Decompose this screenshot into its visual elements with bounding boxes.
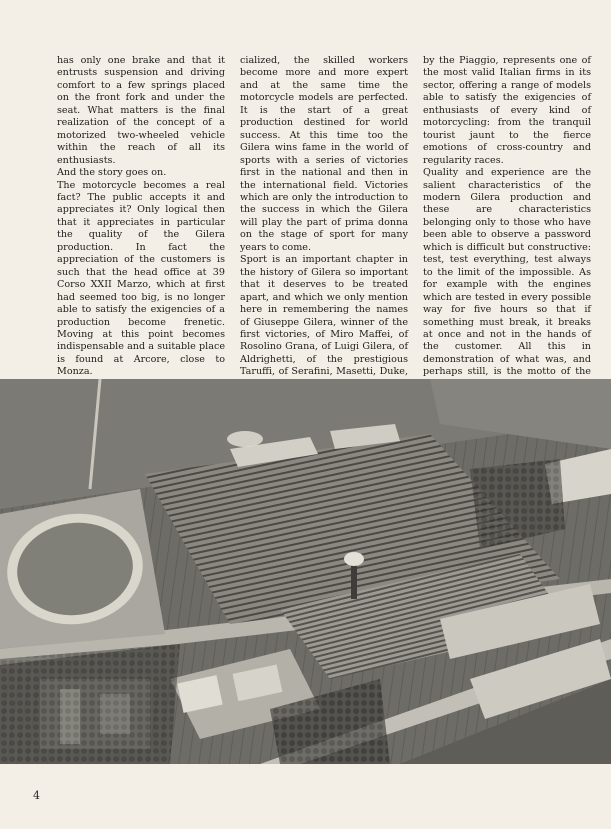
factory-aerial-illustration xyxy=(0,379,611,764)
text-column-1 xyxy=(57,55,225,378)
paragraph: Quality and experience are the salient characteristics of the modern Gilera production and these are characteristics belonging only to those who have been able to observe a password which is difficult but constructive: test, test everything, test always to the limit of the impossible. As for example with the engines which are tested in every possible way for five hours so that if something must break, it breaks at once and not in the hands of the customer. All this in demonstration of what was, and perhaps still, is the motto of the xyxy=(423,167,591,378)
page-number: 4 xyxy=(33,789,40,802)
paragraph: The motorcycle becomes a real fact? The public accepts it and appreciates it? Only logical then that it appreciates in particular the quality of the Gilera production. In fact the appreciation of the customers is such that the head office at 39 Corso XXII Marzo, which at first had seemed too big, is no longer able to satisfy the exigencies of a production become frenetic. Moving at this point becomes indispensable and a suitable place is found at Arcore, close to Monza. xyxy=(57,179,225,378)
paragraph: Sport is an important chapter in the history of Gilera so important that it deserves to be treated apart, and which we only mention here in remembering the names of Giuseppe Gilera, winner of the first victories, of Miro Maffei, of Rosolino Grana, of Luigi Gilera, of Aldrighetti, of the prestigious Taruffi, of Serafini, Masetti, Duke, xyxy=(240,254,408,378)
paragraph: by the Piaggio, represents one of the most valid Italian firms in its sector, offering a range of models able to satisfy the exigencies of enthusiasts of every kind of motorcycling: from the tranquil tourist jaunt to the fierce emotions of cross-country and regularity races. xyxy=(423,55,591,166)
trees xyxy=(0,644,180,764)
paragraph: cialized, the skilled workers become more and more expert and at the same time the motorcycle models are perfected. It is the start of a great production destined for world success. At this time too the Gilera wins fame in the world of sports with a series of victories first in the national and then in the international field. Victories which are only the introduction to the success in which the Gilera will play the part of prima donna on the stage of sport for many years to come. xyxy=(240,55,408,253)
paragraph: And the story goes on. xyxy=(57,167,167,179)
aerial-factory-photo xyxy=(0,379,611,764)
text-column-3 xyxy=(423,55,591,378)
paragraph: has only one brake and that it entrusts suspension and driving comfort to a few springs placed on the front fork and under the seat. What matters is the final realization of the concept of a motorized two-wheeled vehicle within the reach of all its enthusiasts. xyxy=(57,55,225,166)
chimney-smoke xyxy=(227,431,263,447)
article-body xyxy=(57,55,591,378)
text-column-2 xyxy=(240,55,408,378)
water-tower-tank xyxy=(344,552,364,566)
